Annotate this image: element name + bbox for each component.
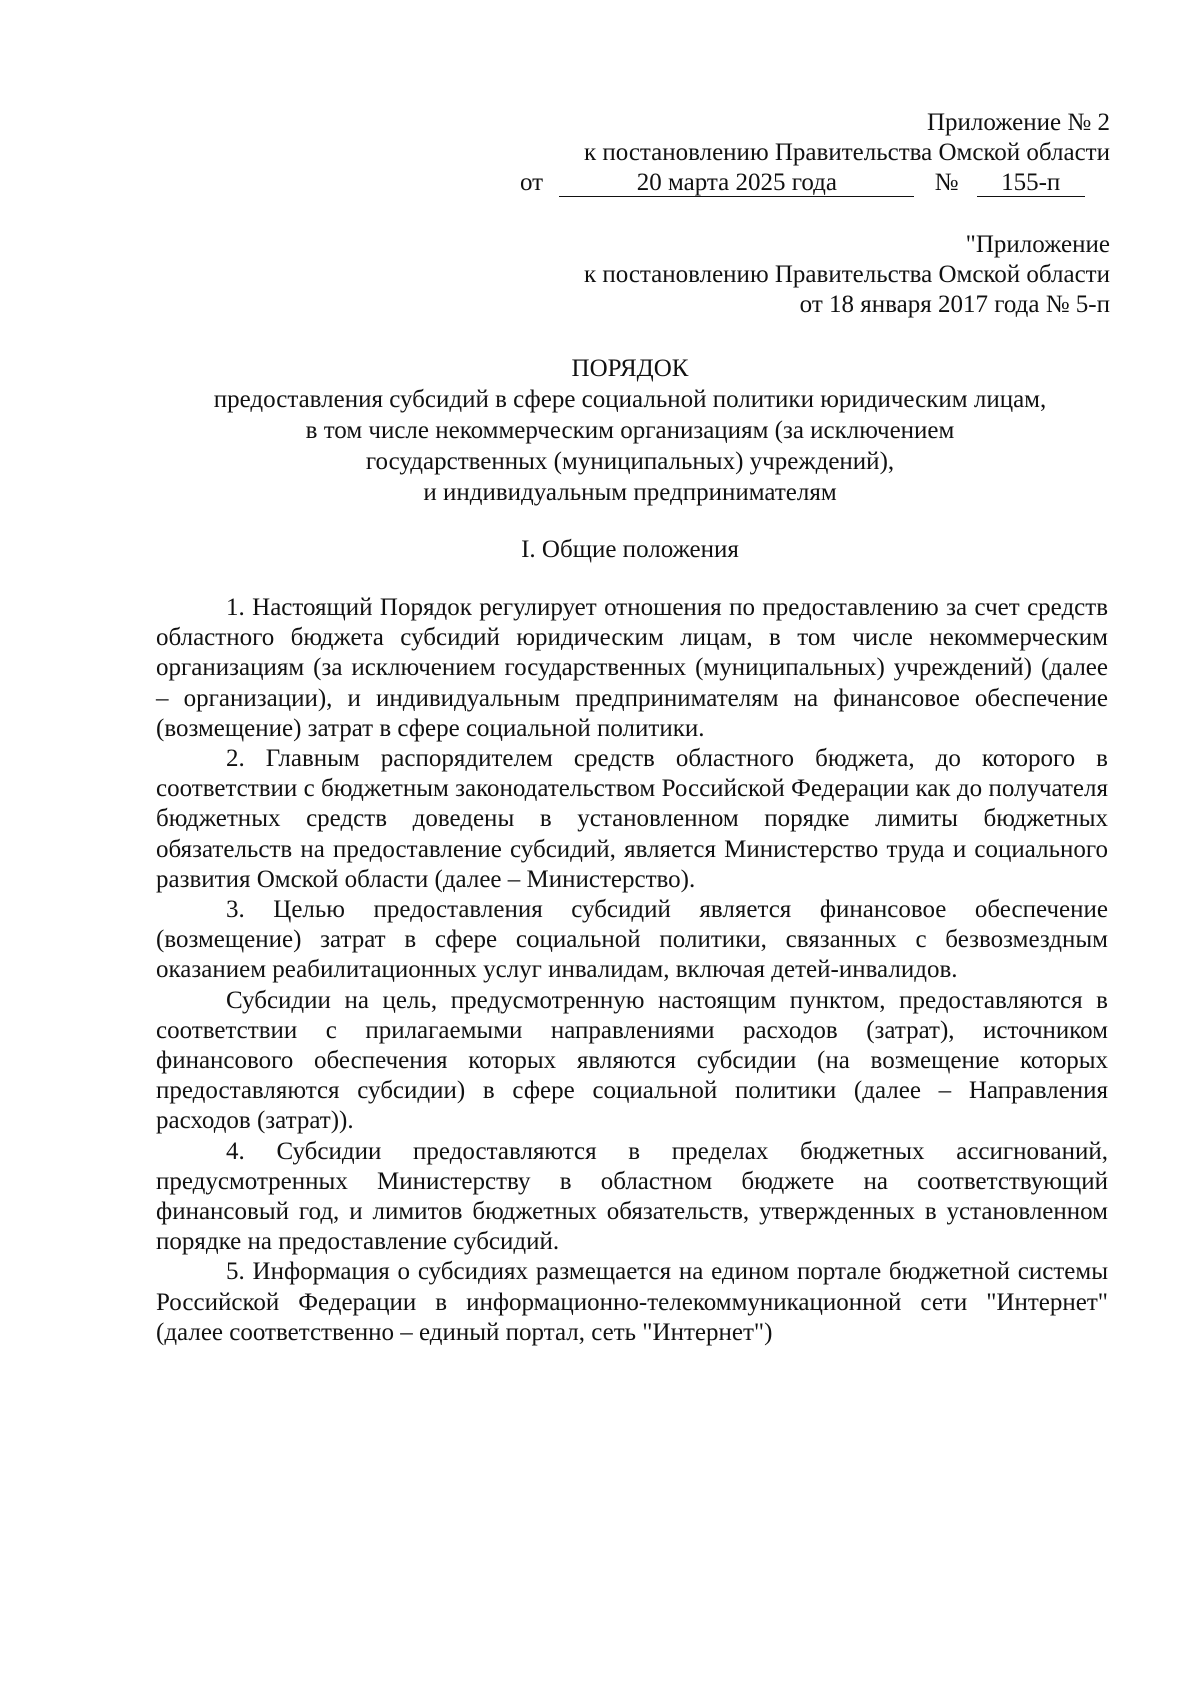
appendix-number: Приложение № 2 bbox=[926, 109, 1110, 136]
title-line: предоставления субсидий в сфере социальной политики юридическим лицам, bbox=[213, 386, 1047, 413]
paragraph: 3. Целью предоставления субсидий является финансовое обеспечение (возмещение) затрат в сфере социальной политики, связанных с безвозмездным оказанием реабилитационных услуг инвалидам, включая детей-инвалидов. bbox=[156, 896, 1108, 984]
number-prefix: № bbox=[934, 169, 959, 196]
title-line: и индивидуальным предпринимателям bbox=[423, 479, 837, 506]
section-heading-text: I. Общие положения bbox=[521, 536, 739, 563]
title-heading: ПОРЯДОК bbox=[571, 355, 689, 382]
paragraph: 5. Информация о субсидиях размещается на едином портале бюджетной системы Российской Федерации в информационно-телекоммуникационной сети "Интернет" (далее соответственно – единый портал, сеть "Интернет") bbox=[156, 1258, 1108, 1346]
paragraph: 1. Настоящий Порядок регулирует отношения по предоставлению за счет средств областного бюджета субсидий юридическим лицам, в том числе некоммерческим организациям (за исключением государственных (муниципальных) учреждений) (далее – организации), и индивидуальным предпринимателям на финансовое обеспечение (возмещение) затрат в сфере социальной политики. bbox=[156, 594, 1108, 742]
resolution-date-line bbox=[520, 168, 1085, 198]
resolution-reference: к постановлению Правительства Омской области bbox=[583, 139, 1110, 166]
paragraph: 2. Главным распорядителем средств областного бюджета, до которого в соответствии с бюджетным законодательством Российской Федерации как до получателя бюджетных средств доведены в установленном порядке лимиты бюджетных обязательств на предоставление субсидий, является Министерство труда и социального развития Омской области (далее – Министерство). bbox=[156, 745, 1108, 893]
date-prefix: от bbox=[520, 169, 544, 196]
document-title bbox=[150, 353, 1110, 508]
quoted-resolution-date: от 18 января 2017 года № 5-п bbox=[799, 291, 1110, 318]
date-value: 20 марта 2025 года bbox=[559, 169, 914, 197]
document-body bbox=[156, 593, 1108, 1348]
quoted-appendix: "Приложение bbox=[965, 231, 1110, 258]
title-line: государственных (муниципальных) учреждений), bbox=[365, 448, 895, 475]
quoted-resolution-reference: к постановлению Правительства Омской области bbox=[583, 261, 1110, 288]
section-heading bbox=[150, 534, 1110, 565]
title-line: в том числе некоммерческим организациям (за исключением bbox=[305, 417, 955, 444]
paragraph: 4. Субсидии предоставляются в пределах бюджетных ассигнований, предусмотренных Министерству в областном бюджете на соответствующий финансовый год, и лимитов бюджетных обязательств, утвержденных в установленном порядке на предоставление субсидий. bbox=[156, 1137, 1108, 1256]
number-value: 155-п bbox=[977, 169, 1085, 197]
paragraph: Субсидии на цель, предусмотренную настоящим пунктом, предоставляются в соответствии с прилагаемыми направлениями расходов (затрат), источником финансового обеспечения которых являются субсидии (на возмещение которых предоставляются субсидии) в сфере социальной политики (далее – Направления расходов (затрат)). bbox=[156, 986, 1108, 1135]
